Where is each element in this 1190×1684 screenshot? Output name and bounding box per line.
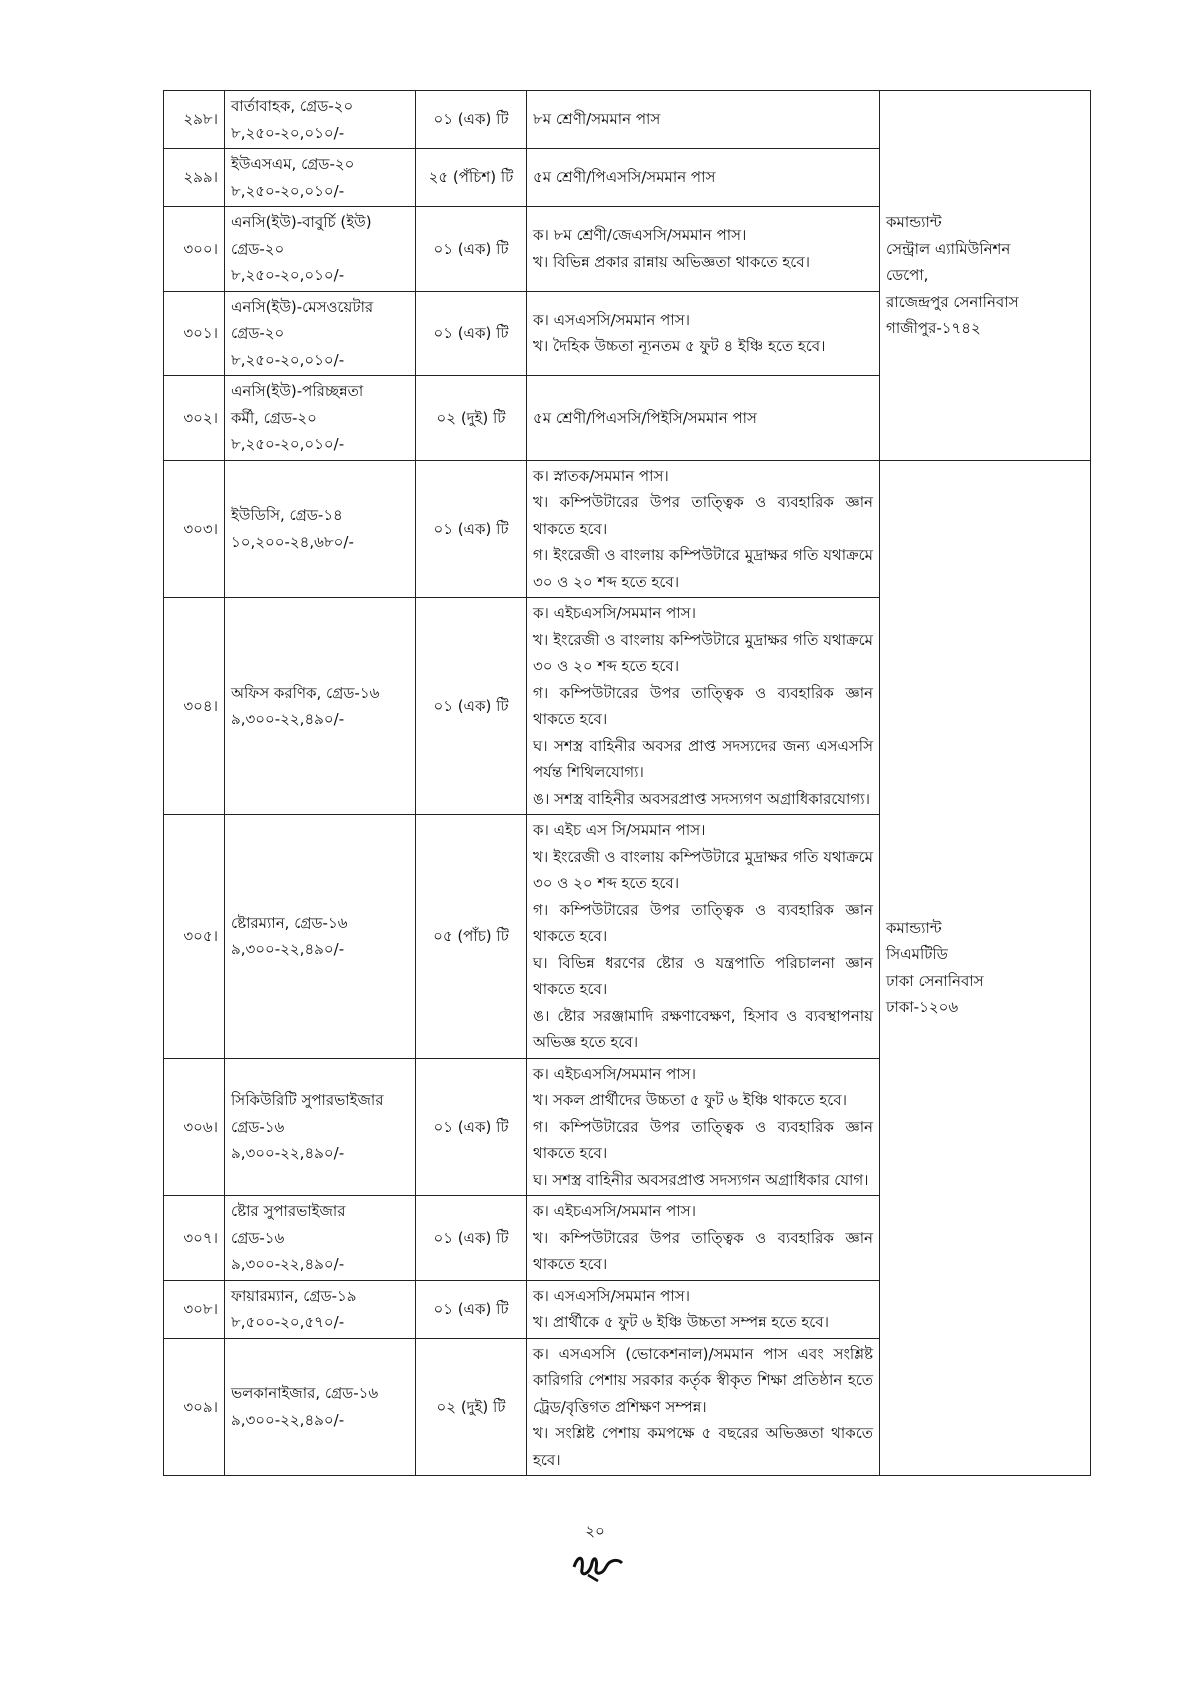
serial-number: ৩০১। [164, 291, 225, 376]
qualification-line: ঙ। ষ্টোর সরঞ্জামাদি রক্ষণাবেক্ষণ, হিসাব ও ব্যবস্থাপনায় অভিজ্ঞ হতে হবে। [533, 1006, 873, 1051]
serial-number: ৩০০। [164, 207, 225, 292]
serial-number: ৩০২। [164, 376, 225, 461]
qualification-line: ক। এইচএসসি/সমমান পাস। [533, 604, 696, 622]
qualification-line: খ। দৈহিক উচ্চতা ন্যূনতম ৫ ফুট ৪ ইঞ্চি হতে হবে। [533, 337, 826, 356]
qualification-line: ক। এইচ এস সি/সমমান পাস। [533, 821, 706, 839]
post-name-cell [225, 1338, 416, 1476]
office-line: কমান্ড্যান্ট [886, 918, 942, 937]
post-name-cell [225, 91, 416, 149]
vacancy-count: ০২ (দুই) টি [416, 1338, 527, 1476]
qualification-cell [527, 1196, 880, 1281]
qualification-line: খ। কম্পিউটারের উপর তাত্ত্বিক ও ব্যবহারিক জ্ঞান থাকতে হবে। [533, 493, 873, 538]
post-name-cell [225, 1058, 416, 1196]
post-line: ৯,৩০০-২২,৪৯০/- [231, 1255, 345, 1273]
qualification-cell [527, 376, 880, 461]
post-line: ইউডিসি, গ্রেড-১৪ [231, 506, 343, 525]
vacancy-count: ০১ (এক) টি [416, 291, 527, 376]
serial-number: ৩০৩। [164, 460, 225, 598]
qualification-line: গ। কম্পিউটারের উপর তাত্ত্বিক ও ব্যবহারিক জ্ঞান থাকতে হবে। [533, 900, 873, 945]
qualification-cell [527, 1280, 880, 1338]
post-name-cell [225, 1196, 416, 1281]
vacancy-count: ০১ (এক) টি [416, 1058, 527, 1196]
vacancy-count: ০১ (এক) টি [416, 460, 527, 598]
recruitment-table [163, 90, 1091, 1476]
page-number: ২০ [585, 1522, 605, 1540]
qualification-line: খ। ইংরেজী ও বাংলায় কম্পিউটারে মুদ্রাক্ষর গতি যথাক্রমে ৩০ ও ২০ শব্দ হতে হবে। [533, 630, 873, 675]
qualification-line: ক। এইচএসসি/সমমান পাস। [533, 1202, 696, 1220]
serial-number: ২৯৯। [164, 149, 225, 207]
vacancy-count: ০১ (এক) টি [416, 1196, 527, 1281]
qualification-line: ৫ম শ্রেণী/পিএসসি/সমমান পাস [533, 168, 716, 187]
post-line: গ্রেড-১৬ [231, 1228, 285, 1247]
qualification-line: ক। এসএসসি/সমমান পাস। [533, 310, 690, 329]
qualification-cell [527, 1058, 880, 1196]
signature-mark [568, 1545, 628, 1585]
post-line: ৮,২৫০-২০,০১০/- [231, 350, 345, 369]
post-line: এনসি(ইউ)-পরিচ্ছন্নতা [231, 382, 364, 400]
qualification-line: গ। ইংরেজী ও বাংলায় কম্পিউটারে মুদ্রাক্ষর গতি যথাক্রমে ৩০ ও ২০ শব্দ হতে হবে। [533, 546, 873, 591]
qualification-line: ৮ম শ্রেণী/সমমান পাস [533, 110, 661, 129]
post-line: ৯,৩০০-২২,৪৯০/- [231, 710, 345, 728]
qualification-cell [527, 207, 880, 292]
post-line: ৮,২৫০-২০,০১০/- [231, 266, 345, 284]
qualification-line: খ। ইংরেজী ও বাংলায় কম্পিউটারে মুদ্রাক্ষর গতি যথাক্রমে ৩০ ও ২০ শব্দ হতে হবে। [533, 847, 873, 892]
qualification-line: খ। কম্পিউটারের উপর তাত্ত্বিক ও ব্যবহারিক জ্ঞান থাকতে হবে। [533, 1228, 873, 1273]
qualification-line: খ। সংশ্লিষ্ট পেশায় কমপক্ষে ৫ বছরের অভিজ্ঞতা থাকতে হবে। [533, 1424, 873, 1469]
office-address-1 [880, 91, 1091, 461]
qualification-line: খ। সকল প্রার্থীদের উচ্চতা ৫ ফুট ৬ ইঞ্চি থাকতে হবে। [533, 1091, 848, 1109]
vacancy-count: ০১ (এক) টি [416, 91, 527, 149]
post-line: ৯,৩০০-২২,৪৯০/- [231, 1410, 345, 1429]
qualification-line: খ। বিভিন্ন প্রকার রান্নায় অভিজ্ঞতা থাকতে হবে। [533, 252, 811, 271]
qualification-line: ক। এসএসসি/সমমান পাস। [533, 1286, 690, 1305]
post-line: ফায়ারম্যান, গ্রেড-১৯ [231, 1286, 357, 1305]
qualification-line: ক। স্নাতক/সমমান পাস। [533, 466, 669, 485]
serial-number: ৩০৯। [164, 1338, 225, 1476]
post-line: ৯,৩০০-২২,৪৯০/- [231, 940, 345, 959]
post-line: অফিস করণিক, গ্রেড-১৬ [231, 683, 380, 702]
qualification-line: ঘ। বিভিন্ন ধরণের ষ্টোর ও যন্ত্রপাতি পরিচালনা জ্ঞান থাকতে হবে। [533, 953, 873, 998]
qualification-cell [527, 598, 880, 815]
office-line: সিএমটিডি [886, 945, 948, 964]
vacancy-count: ০৫ (পাঁচ) টি [416, 815, 527, 1059]
post-name-cell [225, 598, 416, 815]
qualification-cell [527, 291, 880, 376]
vacancy-count: ০১ (এক) টি [416, 1280, 527, 1338]
qualification-line: ক। ৮ম শ্রেণী/জেএসসি/সমমান পাস। [533, 226, 747, 245]
post-line: কর্মী, গ্রেড-২০ [231, 408, 317, 427]
office-line: রাজেন্দ্রপুর সেনানিবাস [886, 292, 1019, 311]
office-line: ঢাকা-১২০৬ [886, 998, 959, 1017]
post-line: ৮,২৫০-২০,০১০/- [231, 181, 345, 200]
post-line: ৮,৫০০-২০,৫৭০/- [231, 1313, 345, 1331]
serial-number: ৩০৬। [164, 1058, 225, 1196]
post-line: গ্রেড-২০ [231, 324, 285, 342]
serial-number: ২৯৮। [164, 91, 225, 149]
post-line: ভলকানাইজার, গ্রেড-১৬ [231, 1384, 379, 1403]
qualification-cell [527, 815, 880, 1059]
serial-number: ৩০৮। [164, 1280, 225, 1338]
office-line: ডেপো, [886, 266, 929, 284]
qualification-line: ঙ। সশস্ত্র বাহিনীর অবসরপ্রাপ্ত সদস্যগণ অগ্রাধিকারযোগ্য। [533, 789, 870, 808]
post-name-cell [225, 149, 416, 207]
vacancy-count: ২৫ (পঁচিশ) টি [416, 149, 527, 207]
qualification-line: খ। প্রার্থীকে ৫ ফুট ৬ ইঞ্চি উচ্চতা সম্পন্ন হতে হবে। [533, 1313, 829, 1331]
post-line: ৮,২৫০-২০,০১০/- [231, 123, 345, 142]
post-name-cell [225, 1280, 416, 1338]
post-name-cell [225, 376, 416, 461]
office-line: সেন্ট্রাল এ্যামিউনিশন [886, 239, 1011, 258]
qualification-line: গ। কম্পিউটারের উপর তাত্ত্বিক ও ব্যবহারিক জ্ঞান থাকতে হবে। [533, 1117, 873, 1162]
post-line: ৯,৩০০-২২,৪৯০/- [231, 1144, 345, 1162]
qualification-line: ঘ। সশস্ত্র বাহিনীর অবসর প্রাপ্ত সদস্যদের জন্য এসএসসি পর্যন্ত শিথিলযোগ্য। [533, 736, 873, 781]
table-row [164, 91, 1091, 149]
office-address-2 [880, 460, 1091, 1476]
vacancy-count: ০১ (এক) টি [416, 207, 527, 292]
table-row [164, 460, 1091, 598]
qualification-line: গ। কম্পিউটারের উপর তাত্ত্বিক ও ব্যবহারিক জ্ঞান থাকতে হবে। [533, 683, 873, 728]
post-line: ১০,২০০-২৪,৬৮০/- [231, 532, 354, 551]
qualification-line: ঘ। সশস্ত্র বাহিনীর অবসরপ্রাপ্ত সদস্যগন অগ্রাধিকার যোগ। [533, 1170, 869, 1189]
qualification-cell [527, 149, 880, 207]
serial-number: ৩০৫। [164, 815, 225, 1059]
post-line: গ্রেড-২০ [231, 239, 285, 258]
post-line: এনসি(ইউ)-বাবুর্চি (ইউ) [231, 213, 372, 231]
post-line: সিকিউরিটি সুপারভাইজার [231, 1091, 384, 1109]
qualification-line: ক। এসএসসি (ভোকেশনাল)/সমমান পাস এবং সংশ্লিষ্ট কারিগরি পেশায় সরকার কর্তৃক স্বীকৃত শিক্ষা প্রতিষ্ঠান হতে ট্রেড/বৃত্তিগত প্রশিক্ষণ সম্পন্ন। [533, 1344, 873, 1416]
post-line: ৮,২৫০-২০,০১০/- [231, 435, 345, 453]
post-line: গ্রেড-১৬ [231, 1117, 285, 1136]
post-line: বার্তাবাহক, গ্রেড-২০ [231, 97, 354, 115]
post-line: এনসি(ইউ)-মেসওয়েটার [231, 297, 374, 316]
qualification-cell [527, 1338, 880, 1476]
vacancy-count: ০১ (এক) টি [416, 598, 527, 815]
post-name-cell [225, 291, 416, 376]
post-name-cell [225, 207, 416, 292]
qualification-line: ক। এইচএসসি/সমমান পাস। [533, 1064, 696, 1083]
post-name-cell [225, 460, 416, 598]
post-line: ষ্টোরম্যান, গ্রেড-১৬ [231, 913, 348, 932]
qualification-cell [527, 91, 880, 149]
qualification-cell [527, 460, 880, 598]
post-line: ইউএসএম, গ্রেড-২০ [231, 155, 355, 173]
qualification-line: ৫ম শ্রেণী/পিএসসি/পিইসি/সমমান পাস [533, 408, 757, 427]
vacancy-count: ০২ (দুই) টি [416, 376, 527, 461]
serial-number: ৩০৪। [164, 598, 225, 815]
serial-number: ৩০৭। [164, 1196, 225, 1281]
office-line: গাজীপুর-১৭৪২ [886, 319, 981, 337]
office-line: ঢাকা সেনানিবাস [886, 971, 984, 990]
office-line: কমান্ড্যান্ট [886, 213, 942, 231]
post-name-cell [225, 815, 416, 1059]
post-line: ষ্টোর সুপারভাইজার [231, 1202, 346, 1220]
